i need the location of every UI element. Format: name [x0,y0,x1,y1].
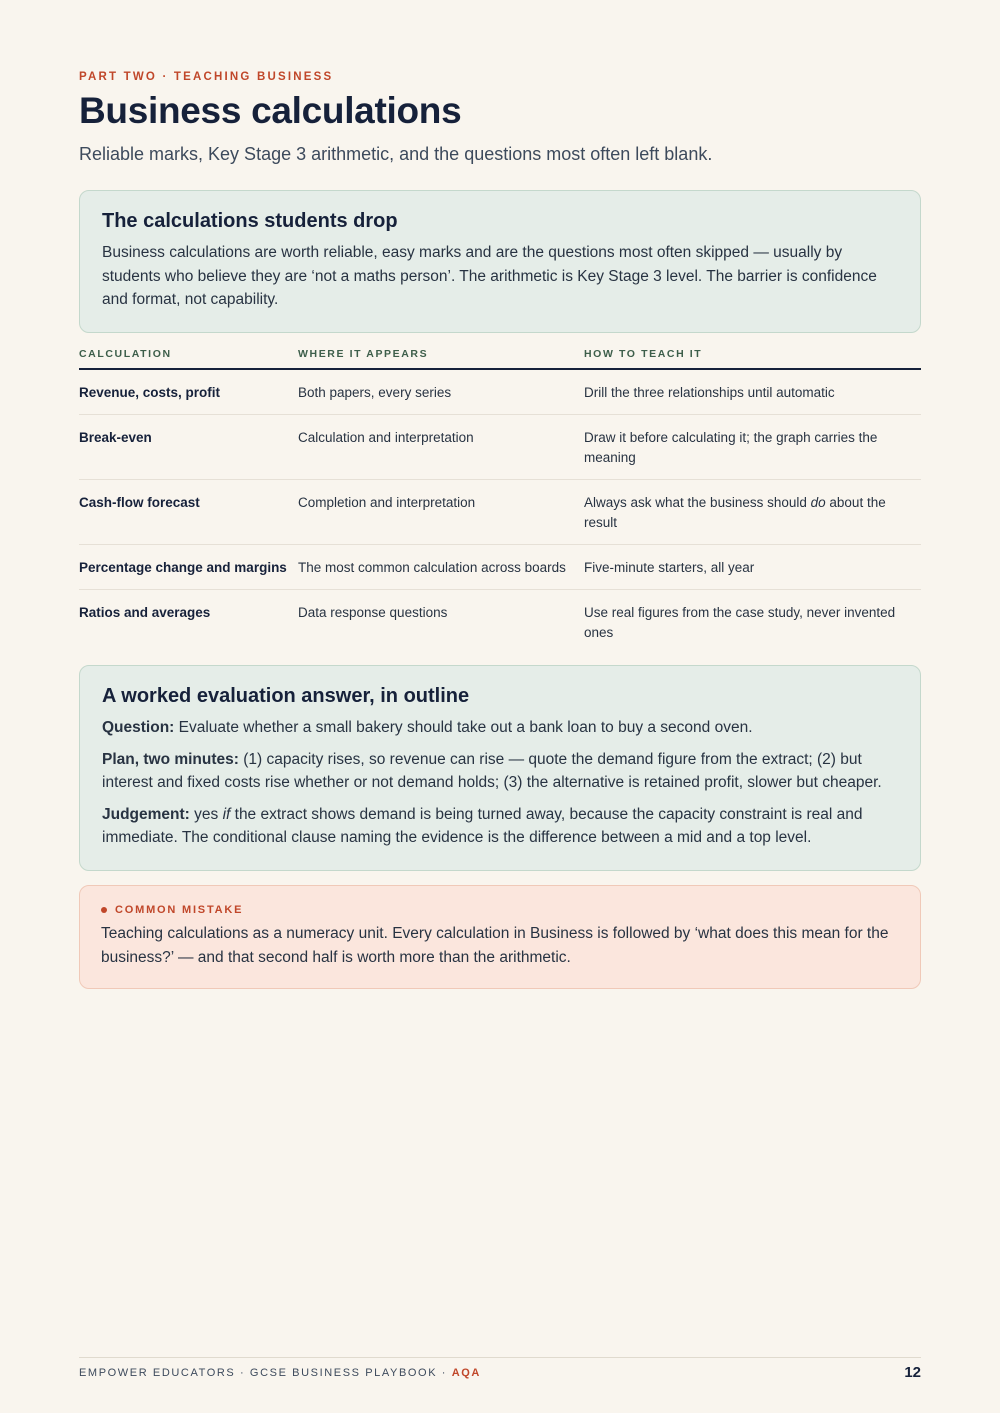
judgement-emphasis: if [222,805,231,823]
page-subtitle: Reliable marks, Key Stage 3 arithmetic, and the questions most often left blank. [79,144,713,164]
worked-answer-callout [79,665,921,871]
footer-divider [79,1357,921,1358]
table-header-row [79,345,921,369]
judgement-label: Judgement: [102,805,190,823]
cell-calculation: Break-even [79,415,298,480]
page-number: 12 [904,1364,921,1381]
cell-where: Calculation and interpretation [298,415,584,480]
question-label: Question: [102,719,175,736]
plan-text: (1) capacity rises, so revenue can rise — quote the demand figure from the extract; (2) but interest and fixed costs rise whether or not demand holds; (3) the alternative is retained profit, slower but cheaper. [102,750,882,791]
table-row [79,590,921,655]
header-calculation: CALCULATION [79,345,298,369]
worked-question [102,716,898,740]
common-mistake-callout [79,885,921,989]
cell-how: Use real figures from the case study, never invented ones [584,605,896,640]
mistake-label-row [101,904,899,916]
cell-where: The most common calculation across boards [298,545,584,590]
cell-calculation: Cash-flow forecast [79,480,298,545]
question-text: Evaluate whether a small bakery should take out a bank loan to buy a second oven. [174,719,753,736]
cell-where: Both papers, every series [298,369,584,415]
bullet-dot-icon [101,907,107,913]
intro-callout [79,190,921,333]
page-title: Business calculations [79,90,462,131]
mistake-label: COMMON MISTAKE [115,904,244,916]
intro-heading: The calculations students drop [102,210,398,232]
how-text-emphasis: do [810,495,826,510]
cell-how: Draw it before calculating it; the graph carries the meaning [584,415,921,480]
cell-where: Completion and interpretation [298,480,584,545]
header-where: WHERE IT APPEARS [298,345,584,369]
footer-board: AQA [451,1367,481,1379]
judgement-post: the extract shows demand is being turned away, because the capacity constraint is real and immediate. The conditional clause naming the evidence is the difference between a mid and a top level. [102,805,863,846]
page [79,0,921,1413]
header-how: HOW TO TEACH IT [584,345,921,369]
cell-calculation: Percentage change and margins [79,545,298,590]
plan-label: Plan, two minutes: [102,750,239,768]
cell-calculation: Ratios and averages [79,605,211,620]
table-row [79,480,921,545]
table-row [79,369,921,415]
cell-how: Five-minute starters, all year [584,545,921,590]
how-text-pre: Always ask what the business should [584,495,811,510]
footer-publication: EMPOWER EDUCATORS · GCSE BUSINESS PLAYBOOK · [79,1367,452,1379]
mistake-body: Teaching calculations as a numeracy unit. Every calculation in Business is followed by ‘what does this mean for the business?’ — and that second half is worth more than the arithmetic. [101,925,889,966]
worked-heading: A worked evaluation answer, in outline [102,685,470,707]
intro-body: Business calculations are worth reliable, easy marks and are the questions most often skipped — usually by students who believe they are ‘not a maths person’. The arithmetic is Key Stage 3 level. The barrier is confidence and format, not capability. [102,244,877,308]
table-row [79,415,921,480]
judgement-pre: yes [189,805,223,823]
cell-how: Drill the three relationships until automatic [584,369,921,415]
table-row [79,545,921,590]
footer-text [79,1367,481,1379]
how-text-post: about the result [584,495,886,530]
cell-calculation: Revenue, costs, profit [79,369,298,415]
worked-plan [102,748,898,795]
cell-where: Data response questions [298,605,448,620]
section-kicker: PART TWO · TEACHING BUSINESS [79,71,334,83]
worked-judgement [102,803,898,850]
cell-how [584,480,921,545]
calculations-table [79,345,921,654]
